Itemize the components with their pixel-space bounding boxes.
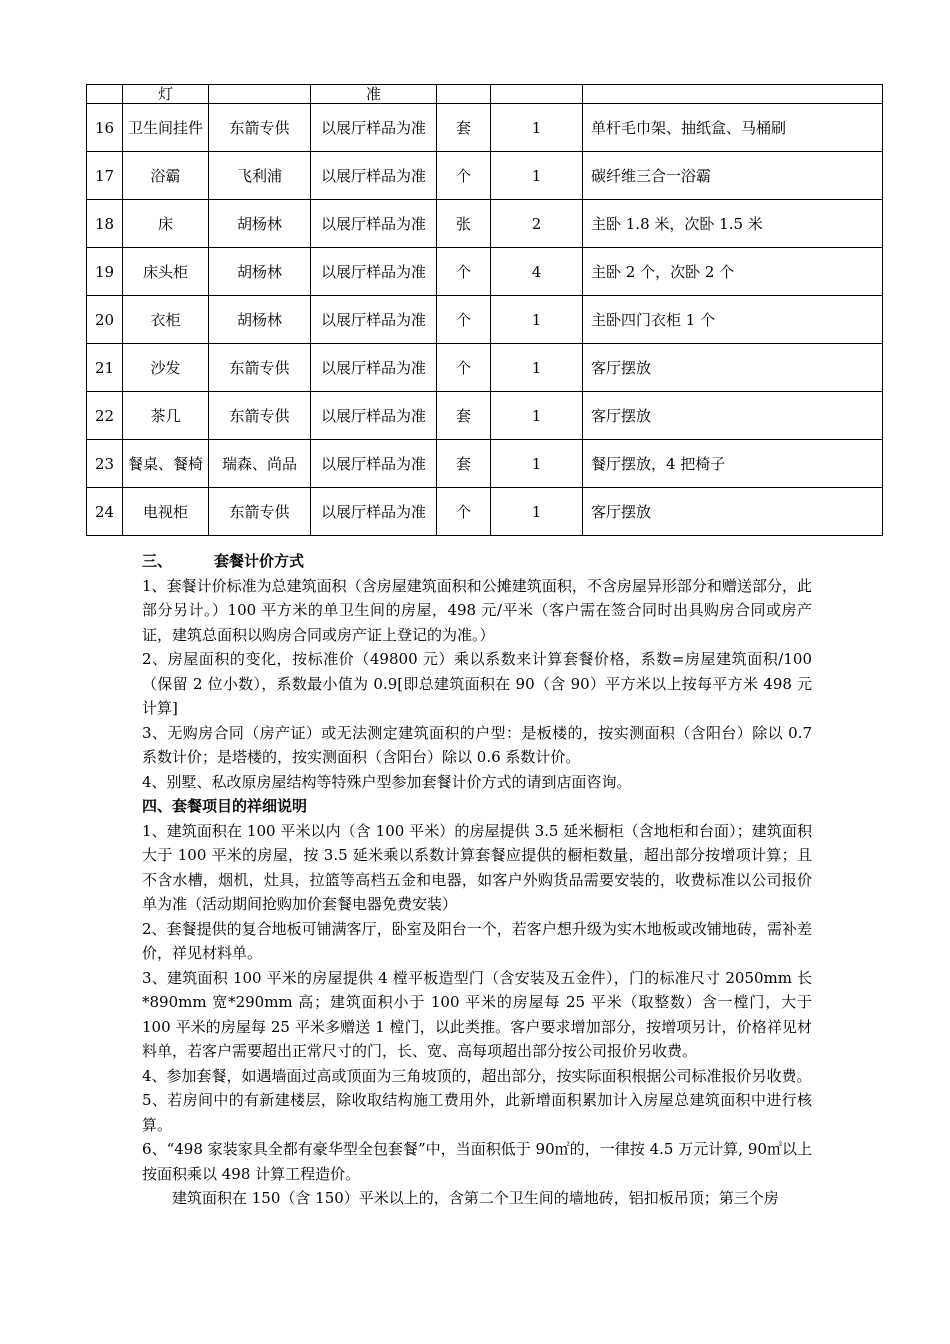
table-row-partial	[87, 85, 883, 104]
cell-unit: 个	[437, 344, 491, 392]
cell-qty: 1	[491, 296, 583, 344]
section-3-paragraph: 4、别墅、私改原房屋结构等特殊户型参加套餐计价方式的请到店面咨询。	[142, 772, 632, 791]
cell-standard: 以展厅样品为准	[311, 104, 437, 152]
cell-standard: 以展厅样品为准	[311, 296, 437, 344]
document-body	[142, 549, 812, 1211]
section-3-number: 三、	[142, 552, 173, 570]
cell-name: 卫生间挂件	[123, 104, 209, 152]
cell-standard: 以展厅样品为准	[311, 440, 437, 488]
cell-qty: 4	[491, 248, 583, 296]
cell-no: 18	[87, 200, 123, 248]
cell-name: 灯	[123, 85, 209, 104]
cell-unit: 套	[437, 440, 491, 488]
cell-unit: 套	[437, 392, 491, 440]
section-4-paragraph: 6、“498 家装家具全都有豪华型全包套餐”中，当面积低于 90㎡的，一律按 4.5 万元计算, 90㎡以上按面积乘以 498 计算工程造价。	[142, 1140, 812, 1183]
cell-name: 床头柜	[123, 248, 209, 296]
cell-no: 19	[87, 248, 123, 296]
cell-qty: 1	[491, 440, 583, 488]
cell-unit: 个	[437, 248, 491, 296]
table-row	[87, 152, 883, 200]
cell-standard: 准	[311, 85, 437, 104]
cell-unit: 个	[437, 488, 491, 536]
cell-brand: 东箭专供	[209, 488, 311, 536]
cell-standard: 以展厅样品为准	[311, 248, 437, 296]
cell-standard: 以展厅样品为准	[311, 392, 437, 440]
cell-standard: 以展厅样品为准	[311, 488, 437, 536]
table-row	[87, 488, 883, 536]
cell-brand: 东箭专供	[209, 392, 311, 440]
cell-name: 床	[123, 200, 209, 248]
section-4-paragraph: 5、若房间中的有新建楼层，除收取结构施工费用外，此新增面积累加计入房屋总建筑面积中进行核算。	[142, 1091, 812, 1134]
cell-brand: 东箭专供	[209, 344, 311, 392]
cell-name: 沙发	[123, 344, 209, 392]
cell-note: 主卧 1.8 米，次卧 1.5 米	[583, 200, 883, 248]
cell-standard: 以展厅样品为准	[311, 152, 437, 200]
cell-note: 客厅摆放	[583, 392, 883, 440]
cell-qty: 2	[491, 200, 583, 248]
cell-name: 餐桌、餐椅	[123, 440, 209, 488]
section-3-paragraph: 1、套餐计价标准为总建筑面积（含房屋建筑面积和公摊建筑面积，不含房屋异形部分和赠送部分，此部分另计。）100 平方米的单卫生间的房屋，498 元/平米（客户需在签合同时出具购房合同或房产证，建筑总面积以购房合同或房产证上登记的为准。）	[142, 576, 812, 644]
section-3-paragraph: 3、无购房合同（房产证）或无法测定建筑面积的户型：是板楼的，按实测面积（含阳台）除以 0.7 系数计价；是塔楼的，按实测面积（含阳台）除以 0.6 系数计价。	[142, 723, 812, 766]
section-4-heading: 四、套餐项目的祥细说明	[142, 797, 308, 815]
section-4-paragraph: 2、套餐提供的复合地板可铺满客厅，卧室及阳台一个，若客户想升级为实木地板或改铺地砖，需补差价，祥见材料单。	[142, 919, 812, 962]
cell-no: 17	[87, 152, 123, 200]
table-row	[87, 200, 883, 248]
cell-name: 电视柜	[123, 488, 209, 536]
cell-no: 16	[87, 104, 123, 152]
section-4-paragraph: 3、建筑面积 100 平米的房屋提供 4 樘平板造型门（含安装及五金件），门的标准尺寸 2050mm 长*890mm 宽*290mm 高；建筑面积小于 100 平米的房屋每 25 平米（取整数）含一樘门，大于 100 平米的房屋每 25 平米多赠送 1 樘门，以此类推。客户要求增加部分，按增项另计，价格祥见材料单，若客户需要超出正常尺寸的门，长、宽、高每项超出部分按公司报价另收费。	[142, 968, 812, 1060]
cell-unit: 个	[437, 152, 491, 200]
section-3-paragraph: 2、房屋面积的变化，按标准价（49800 元）乘以系数来计算套餐价格，系数=房屋建筑面积/100（保留 2 位小数），系数最小值为 0.9[即总建筑面积在 90（含 90）平方米以上按每平方米 498 元计算]	[142, 650, 812, 717]
cell-standard: 以展厅样品为准	[311, 344, 437, 392]
cell-qty	[491, 85, 583, 104]
cell-standard: 以展厅样品为准	[311, 200, 437, 248]
table-row	[87, 344, 883, 392]
cell-brand: 瑞森、尚品	[209, 440, 311, 488]
table-row	[87, 392, 883, 440]
table-body	[87, 85, 883, 536]
cell-no: 24	[87, 488, 123, 536]
section-3-heading	[142, 549, 812, 574]
cell-no: 23	[87, 440, 123, 488]
cell-note: 客厅摆放	[583, 488, 883, 536]
cell-no: 22	[87, 392, 123, 440]
cell-no: 21	[87, 344, 123, 392]
cell-brand: 东箭专供	[209, 104, 311, 152]
table-row	[87, 296, 883, 344]
cell-name: 茶几	[123, 392, 209, 440]
cell-no: 20	[87, 296, 123, 344]
section-3-title: 套餐计价方式	[214, 552, 305, 570]
cell-name: 衣柜	[123, 296, 209, 344]
cell-note	[583, 85, 883, 104]
cell-brand: 胡杨林	[209, 296, 311, 344]
cell-note: 碳纤维三合一浴霸	[583, 152, 883, 200]
cell-brand: 胡杨林	[209, 200, 311, 248]
cell-qty: 1	[491, 104, 583, 152]
cell-unit: 个	[437, 296, 491, 344]
cell-brand: 飞利浦	[209, 152, 311, 200]
cell-note: 主卧四门衣柜 1 个	[583, 296, 883, 344]
cell-name: 浴霸	[123, 152, 209, 200]
table-row	[87, 248, 883, 296]
package-items-table	[86, 84, 883, 536]
cell-qty: 1	[491, 152, 583, 200]
cell-qty: 1	[491, 392, 583, 440]
cell-note: 主卧 2 个，次卧 2 个	[583, 248, 883, 296]
cell-note: 餐厅摆放，4 把椅子	[583, 440, 883, 488]
cell-unit: 套	[437, 104, 491, 152]
cell-note: 单杆毛巾架、抽纸盒、马桶刷	[583, 104, 883, 152]
section-4-paragraph: 建筑面积在 150（含 150）平米以上的，含第二个卫生间的墙地砖，铝扣板吊顶；第三个房	[172, 1189, 779, 1207]
section-4-paragraph: 4、参加套餐，如遇墙面过高或顶面为三角坡顶的，超出部分，按实际面积根据公司标准报价另收费。	[142, 1066, 812, 1085]
table-row	[87, 440, 883, 488]
cell-brand: 胡杨林	[209, 248, 311, 296]
cell-no	[87, 85, 123, 104]
table-row	[87, 104, 883, 152]
cell-note: 客厅摆放	[583, 344, 883, 392]
section-4-paragraph: 1、建筑面积在 100 平米以内（含 100 平米）的房屋提供 3.5 延米橱柜（含地柜和台面）；建筑面积大于 100 平米的房屋，按 3.5 延米乘以系数计算套餐应提供的橱柜数量，超出部分按增项计算；且不含水槽，烟机，灶具，拉篮等高档五金和电器，如客户外购货品需要安装的，收费标准以公司报价单为准（活动期间抢购加价套餐电器免费安装）	[142, 821, 812, 913]
cell-unit: 张	[437, 200, 491, 248]
cell-qty: 1	[491, 344, 583, 392]
cell-qty: 1	[491, 488, 583, 536]
cell-brand	[209, 85, 311, 104]
cell-unit	[437, 85, 491, 104]
